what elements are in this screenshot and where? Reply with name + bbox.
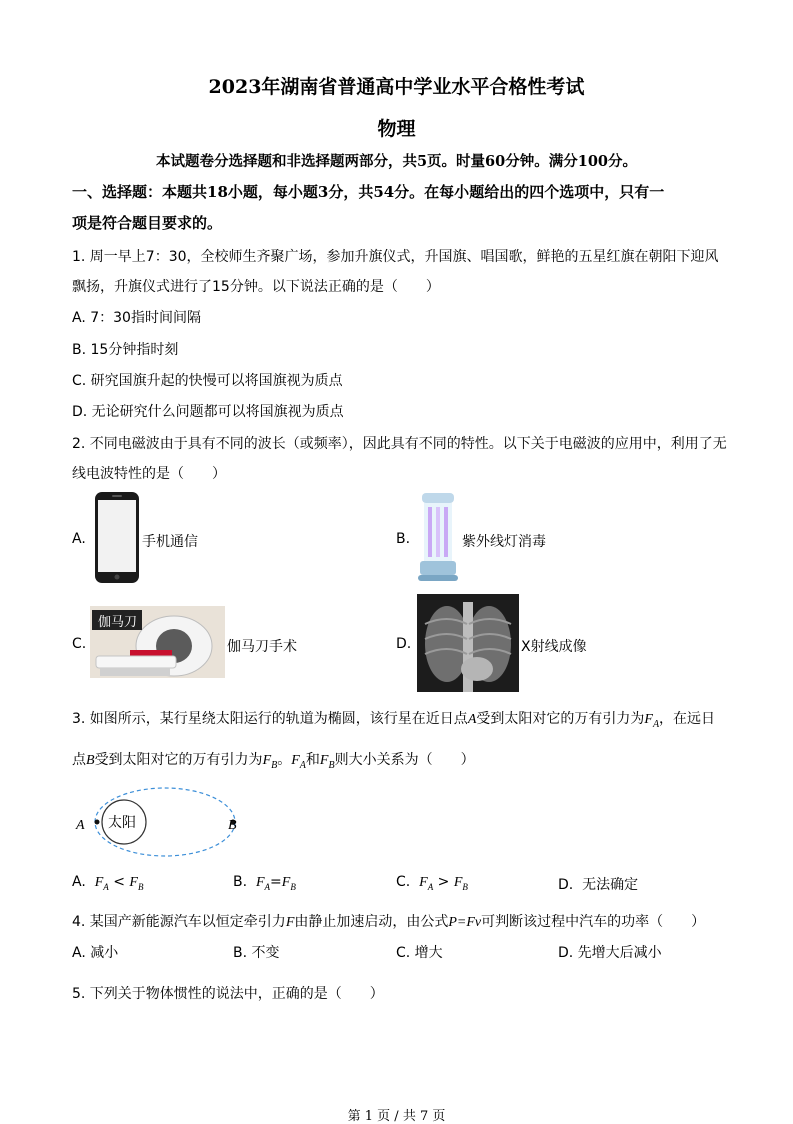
q3-text-1: 3. 如图所示，某行星绕太阳运行的轨道为椭圆，该行星在近日点 [72,711,468,727]
q3-option-a [72,874,143,892]
q4-text-1: 4. 某国产新能源汽车以恒定牵引力 [72,914,286,930]
q4-text-3: 可判断该过程中汽车的功率（ ） [481,914,706,930]
q1-stem-cont: 飘扬，升旗仪式进行了15分钟。以下说法正确的是（ ） [72,279,440,295]
q3-option-c-letter: C. [396,874,411,890]
q4-option-c: C. 增大 [396,945,443,961]
q2-option-b-text: 紫外线灯消毒 [462,534,546,550]
q1-option-c: C. 研究国旗升起的快慢可以将国旗视为质点 [72,373,343,389]
q3-option-c-fa-sub: A [427,881,434,892]
subject-title: 物理 [377,118,416,140]
q2-option-b-letter: B. [396,531,411,547]
page-footer: 第 1 页 / 共 7 页 [347,1109,446,1124]
point-b-label: B [86,753,95,768]
sun-label: 太阳 [108,815,136,831]
fb-symbol-2: F [319,753,329,768]
fa-symbol-2: F [291,753,300,768]
q3-text-3: ，在远日 [659,711,716,727]
q2-option-a-text: 手机通信 [142,534,198,550]
orbit-label-b: B [228,818,237,833]
q1-stem: 1. 周一早上7：30，全校师生齐聚广场，参加升旗仪式，升国旗、唱国歌，鲜艳的五星红旗在朝阳下迎风 [72,249,719,265]
xray-image [417,594,519,692]
q3-stem-cont [72,749,475,771]
section-heading: 一、选择题：本题共18小题，每小题3分，共54分。在每小题给出的四个选项中，只有一 [72,183,665,201]
q5-stem: 5. 下列关于物体惯性的说法中，正确的是（ ） [72,986,384,1002]
q3-option-b-letter: B. [233,874,248,890]
fb-subscript-2: B [328,759,335,771]
q3-option-b-rel: = [270,874,282,890]
fa-symbol: F [644,712,653,727]
q2-option-c-text: 伽马刀手术 [227,639,297,655]
section-heading-cont: 项是符合题目要求的。 [72,214,223,232]
q3-option-b-fa: F [255,875,265,890]
q3-option-c-fb: F [453,875,463,890]
q1-option-d: D. 无论研究什么问题都可以将国旗视为质点 [72,404,344,420]
q3-text-5: 受到太阳对它的万有引力为 [94,752,263,768]
point-a-label: A [467,712,477,727]
q3-text-8: 则大小关系为（ ） [334,752,475,768]
q3-option-a-fa-sub: A [103,881,109,892]
q2-stem-cont: 线电波特性的是（ ） [72,466,226,482]
q3-option-a-fb: F [129,875,138,890]
exam-title: 2023年湖南省普通高中学业水平合格性考试 [208,76,585,98]
q3-option-b-fb-sub: B [290,881,296,892]
q3-option-c-rel: > [437,874,450,890]
q2-option-d-text: X射线成像 [521,639,587,655]
point-a-dot [95,820,100,825]
q4-option-b: B. 不变 [233,945,280,961]
q3-option-b-fb: F [281,875,291,890]
orbit-diagram [70,780,250,862]
q3-option-a-letter: A. [72,874,86,890]
uv-lamp-image [416,491,460,583]
q3-text-2: 受到太阳对它的万有引力为 [476,711,645,727]
q3-option-c [396,874,468,892]
q1-option-a: A. 7：30指时间间隔 [72,310,201,326]
q4-text-2: 由静止加速启动，由公式 [294,914,449,930]
q3-text-7: 和 [305,752,320,768]
fa-subscript-2: A [299,759,306,771]
q2-option-a-letter: A. [72,531,86,547]
q3-option-d-text: 无法确定 [582,877,639,893]
q4-option-d: D. 先增大后减小 [558,945,662,961]
q4-option-a: A. 减小 [72,945,119,961]
q3-option-b [233,874,296,892]
q3-option-d-letter: D. [558,877,574,893]
q3-option-c-fa: F [419,875,428,890]
q2-option-c-letter: C. [72,636,87,652]
q3-option-a-rel: < [113,874,125,890]
q2-stem: 2. 不同电磁波由于具有不同的波长（或频率），因此具有不同的特性。以下关于电磁波的应用中，利用了无 [72,436,727,452]
q2-option-d-letter: D. [396,636,412,652]
orbit-label-a: A [76,818,85,833]
q3-option-a-fa: F [94,875,104,890]
q3-option-b-fa-sub: A [264,881,271,892]
q3-option-a-fb-sub: B [137,881,144,892]
q4-formula: P=Fv [448,915,482,930]
q3-text-4: 点 [72,752,86,768]
q3-option-c-fb-sub: B [462,881,468,892]
exam-intro: 本试题卷分选择题和非选择题两部分，共5页。时量60分钟。满分100分。 [155,153,638,170]
q4-stem [72,911,705,931]
q3-stem [72,708,715,730]
q1-option-b: B. 15分钟指时刻 [72,342,179,358]
gamma-knife-label: 伽马刀 [98,615,138,630]
q3-text-6: 。 [277,752,292,768]
q3-option-d [558,874,638,894]
fb-subscript: B [271,759,278,771]
fb-symbol: F [262,753,272,768]
phone-image [94,491,140,584]
fa-subscript: A [652,718,660,730]
q4-f-symbol: F [285,915,295,930]
